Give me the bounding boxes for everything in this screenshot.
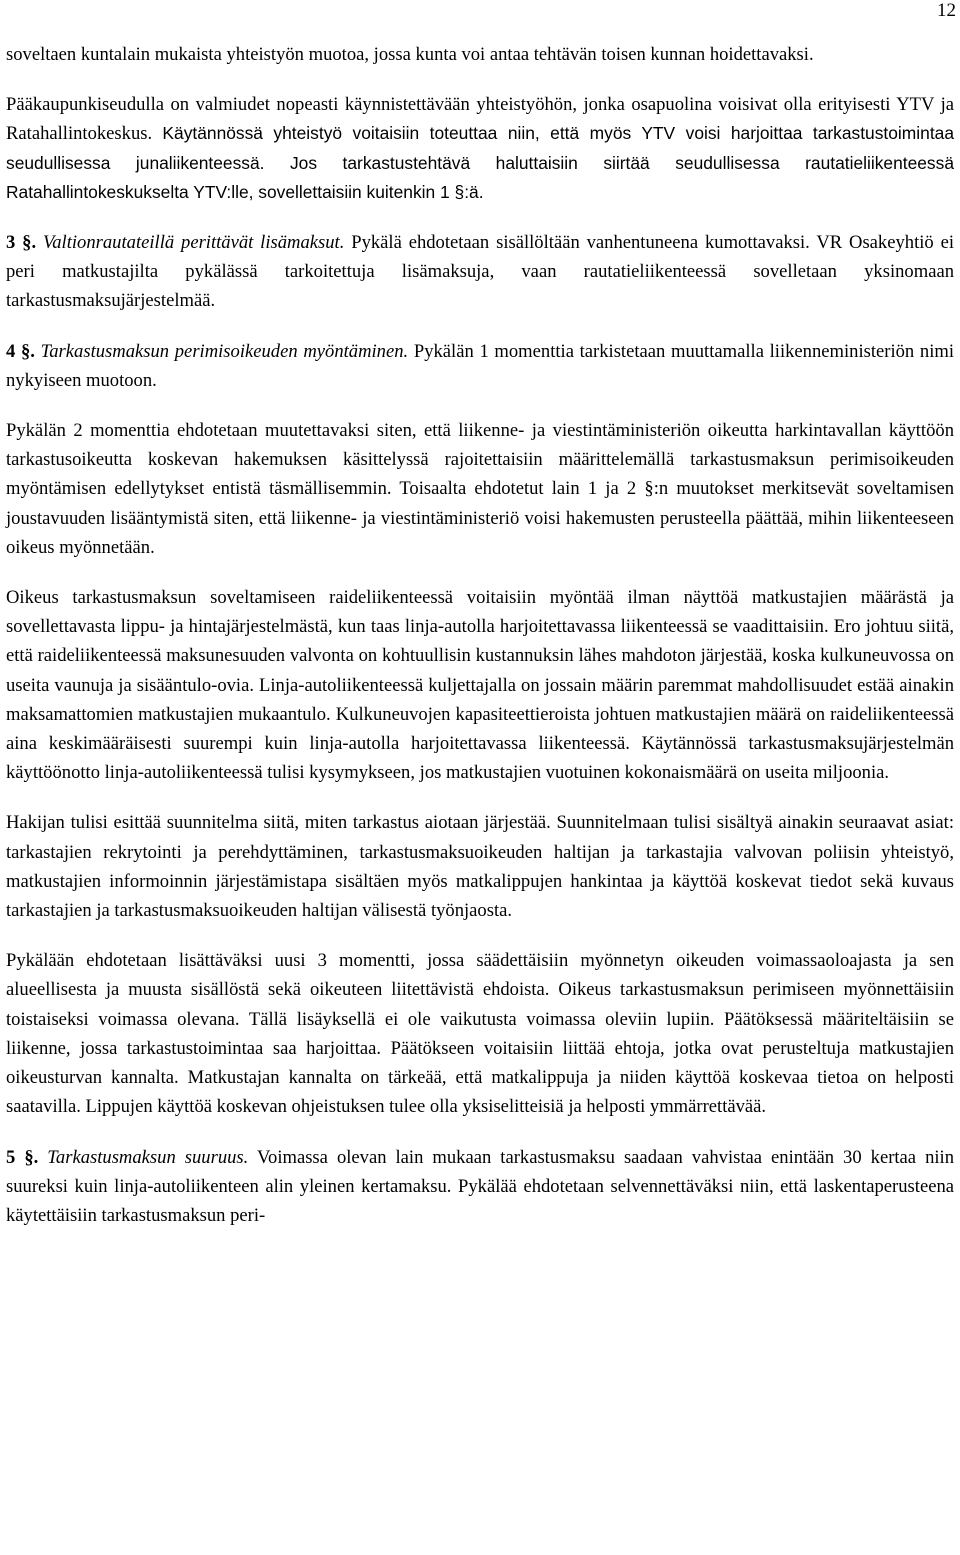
paragraph (6, 946, 954, 1121)
paragraph-text: Hakijan tulisi esittää suunnitelma siitä, miten tarkastus aiotaan järjestää. Suunnitelmaan tulisi sisältyä ainakin seuraavat asiat: tarkastajien rekrytointi ja perehdyttäminen, tarkastusmaksuoikeuden haltijan ja tarkastajia valvovan poliisin yhteistyö, matkustajien informoinnin järjestämistapa sisältäen myös matkalippujen hankintaa ja käyttöä koskevat tiedot sekä kuvaus tarkastajien ja tarkastusmaksuoikeuden haltijan välisestä työnjaosta. (6, 812, 954, 922)
paragraph-text-sans: Käytännössä yhteistyö voitaisiin toteuttaa niin, että myös YTV voisi harjoittaa tarkastustoimintaa seudullisessa junaliikenteessä. Jos tarkastustehtävä haluttaisiin siirtää seudullisessa rautatieliikenteessä Ratahallintokeskukselta YTV:lle, sovellettaisiin kuitenkin 1 §:ä. (6, 123, 954, 202)
paragraph-text: soveltaen kuntalain mukaista yhteistyön muotoa, jossa kunta voi antaa tehtävän toisen kunnan hoidettavaksi. (6, 44, 814, 65)
paragraph-text: Pykälään ehdotetaan lisättäväksi uusi 3 momentti, jossa säädettäisiin myönnetyn oikeuden voimassaoloajasta ja sen alueellisesta ja muusta sisällöstä sekä oikeuteen liitettävistä ehdoista. Oikeus tarkastusmaksun perimiseen myönnettäisiin toistaiseksi voimassa olevana. Tällä lisäyksellä ei ole vaikutusta voimassa oleviin lupiin. Päätöksessä määriteltäisiin se liikenne, jossa tarkastustoimintaa saa harjoittaa. Päätökseen voitaisiin liittää ehtoja, jotka ovat perusteltuja matkustajien oikeusturvan kannalta. Matkustajan kannalta on tärkeää, että matkalippuja ja niiden käyttöä koskevaa tietoa on helposti saatavilla. Lippujen käyttöä koskevan ohjeistuksen tulee olla yksiselitteisiä ja helposti ymmärrettävää. (6, 950, 954, 1118)
document-body (6, 40, 954, 1251)
paragraph (6, 808, 954, 925)
section-number: 4 §. (6, 340, 35, 362)
paragraph-text: Voimassa olevan lain mukaan tarkastusmaksu saadaan vahvistaa enintään 30 kertaa niin suureksi kuin linja-autoliikenteen alin yleinen kertamaksu. Pykälää ehdotetaan selvennettäväksi niin, että laskentaperusteena käytettäisiin tarkastusmaksun peri- (6, 1146, 954, 1226)
paragraph-text: Pääkaupunkiseudulla on valmiudet nopeasti käynnistettävään yhteistyöhön, jonka osapuolina voisivat olla erityisesti YTV ja Ratahallintokeskus. (6, 94, 954, 145)
paragraph-text: Oikeus tarkastusmaksun soveltamiseen raideliikenteessä voitaisiin myöntää ilman näyttöä matkustajien määrästä ja sovellettavasta lippu- ja hintajärjestelmästä, kun taas linja-autolla harjoitettavassa liikenteessä se vaadittaisiin. Ero johtuu siitä, että raideliikenteessä maksunesuuden valvonta on kohtuullisin kustannuksin lähes mahdoton järjestää, koska kulkuneuvossa on useita vaunuja ja sisääntulo-ovia. Linja-autoliikenteessä kuljettajalla on jossain määrin paremmat mahdollisuudet estää ainakin maksamattomien matkustajien mukaantulo. Kulkuneuvojen kapasiteettieroista johtuen matkustajien määrä on raideliikenteessä aina keskimääräisesti suurempi kuin linja-autolla harjoitettavassa liikenteessä. Käytännössä tarkastusmaksujärjestelmän käyttöönotto linja-autoliikenteessä tulisi kysymykseen, jos matkustajien vuotuinen kokonaismäärä on useita miljoonia. (6, 587, 954, 784)
section-title: Tarkastusmaksun perimisoikeuden myöntäminen. (40, 340, 409, 362)
page-number: 12 (937, 0, 956, 21)
section-3-paragraph (6, 228, 954, 316)
paragraph (6, 416, 954, 562)
section-4-paragraph (6, 337, 954, 395)
paragraph-text: Pykälä ehdotetaan sisällöltään vanhentuneena kumottavaksi. VR Osakeyhtiö ei peri matkustajilta pykälässä tarkoitettuja lisämaksuja, vaan rautatieliikenteessä sovelletaan yksinomaan tarkastusmaksujärjestelmää. (6, 232, 954, 312)
paragraph (6, 90, 954, 207)
paragraph-text: Pykälän 2 momenttia ehdotetaan muutettavaksi siten, että liikenne- ja viestintäministeriön oikeutta harkintavallan käyttöön tarkastusoikeutta koskevan hakemuksen käsittelyssä rajoitettaisiin määrittelemällä tarkastusmaksun perimisoikeuden myöntämisen edellytykset entistä täsmällisemmin. Toisaalta ehdotetut lain 1 ja 2 §:n muutokset merkitsevät soveltamisen joustavuuden lisääntymistä siten, että liikenne- ja viestintäministeriö voisi hakemusten perusteella päättää, mihin liikenteeseen oikeus myönnetään. (6, 420, 954, 558)
paragraph-text: Pykälän 1 momenttia tarkistetaan muuttamalla liikenneministeriön nimi nykyiseen muotoon. (6, 340, 954, 391)
section-title: Tarkastusmaksun suuruus. (47, 1146, 249, 1168)
section-number: 5 §. (6, 1146, 39, 1168)
paragraph (6, 40, 954, 69)
paragraph (6, 583, 954, 787)
section-5-paragraph (6, 1143, 954, 1231)
section-title: Valtionrautateillä perittävät lisämaksut. (42, 232, 345, 254)
section-number: 3 §. (6, 232, 37, 254)
